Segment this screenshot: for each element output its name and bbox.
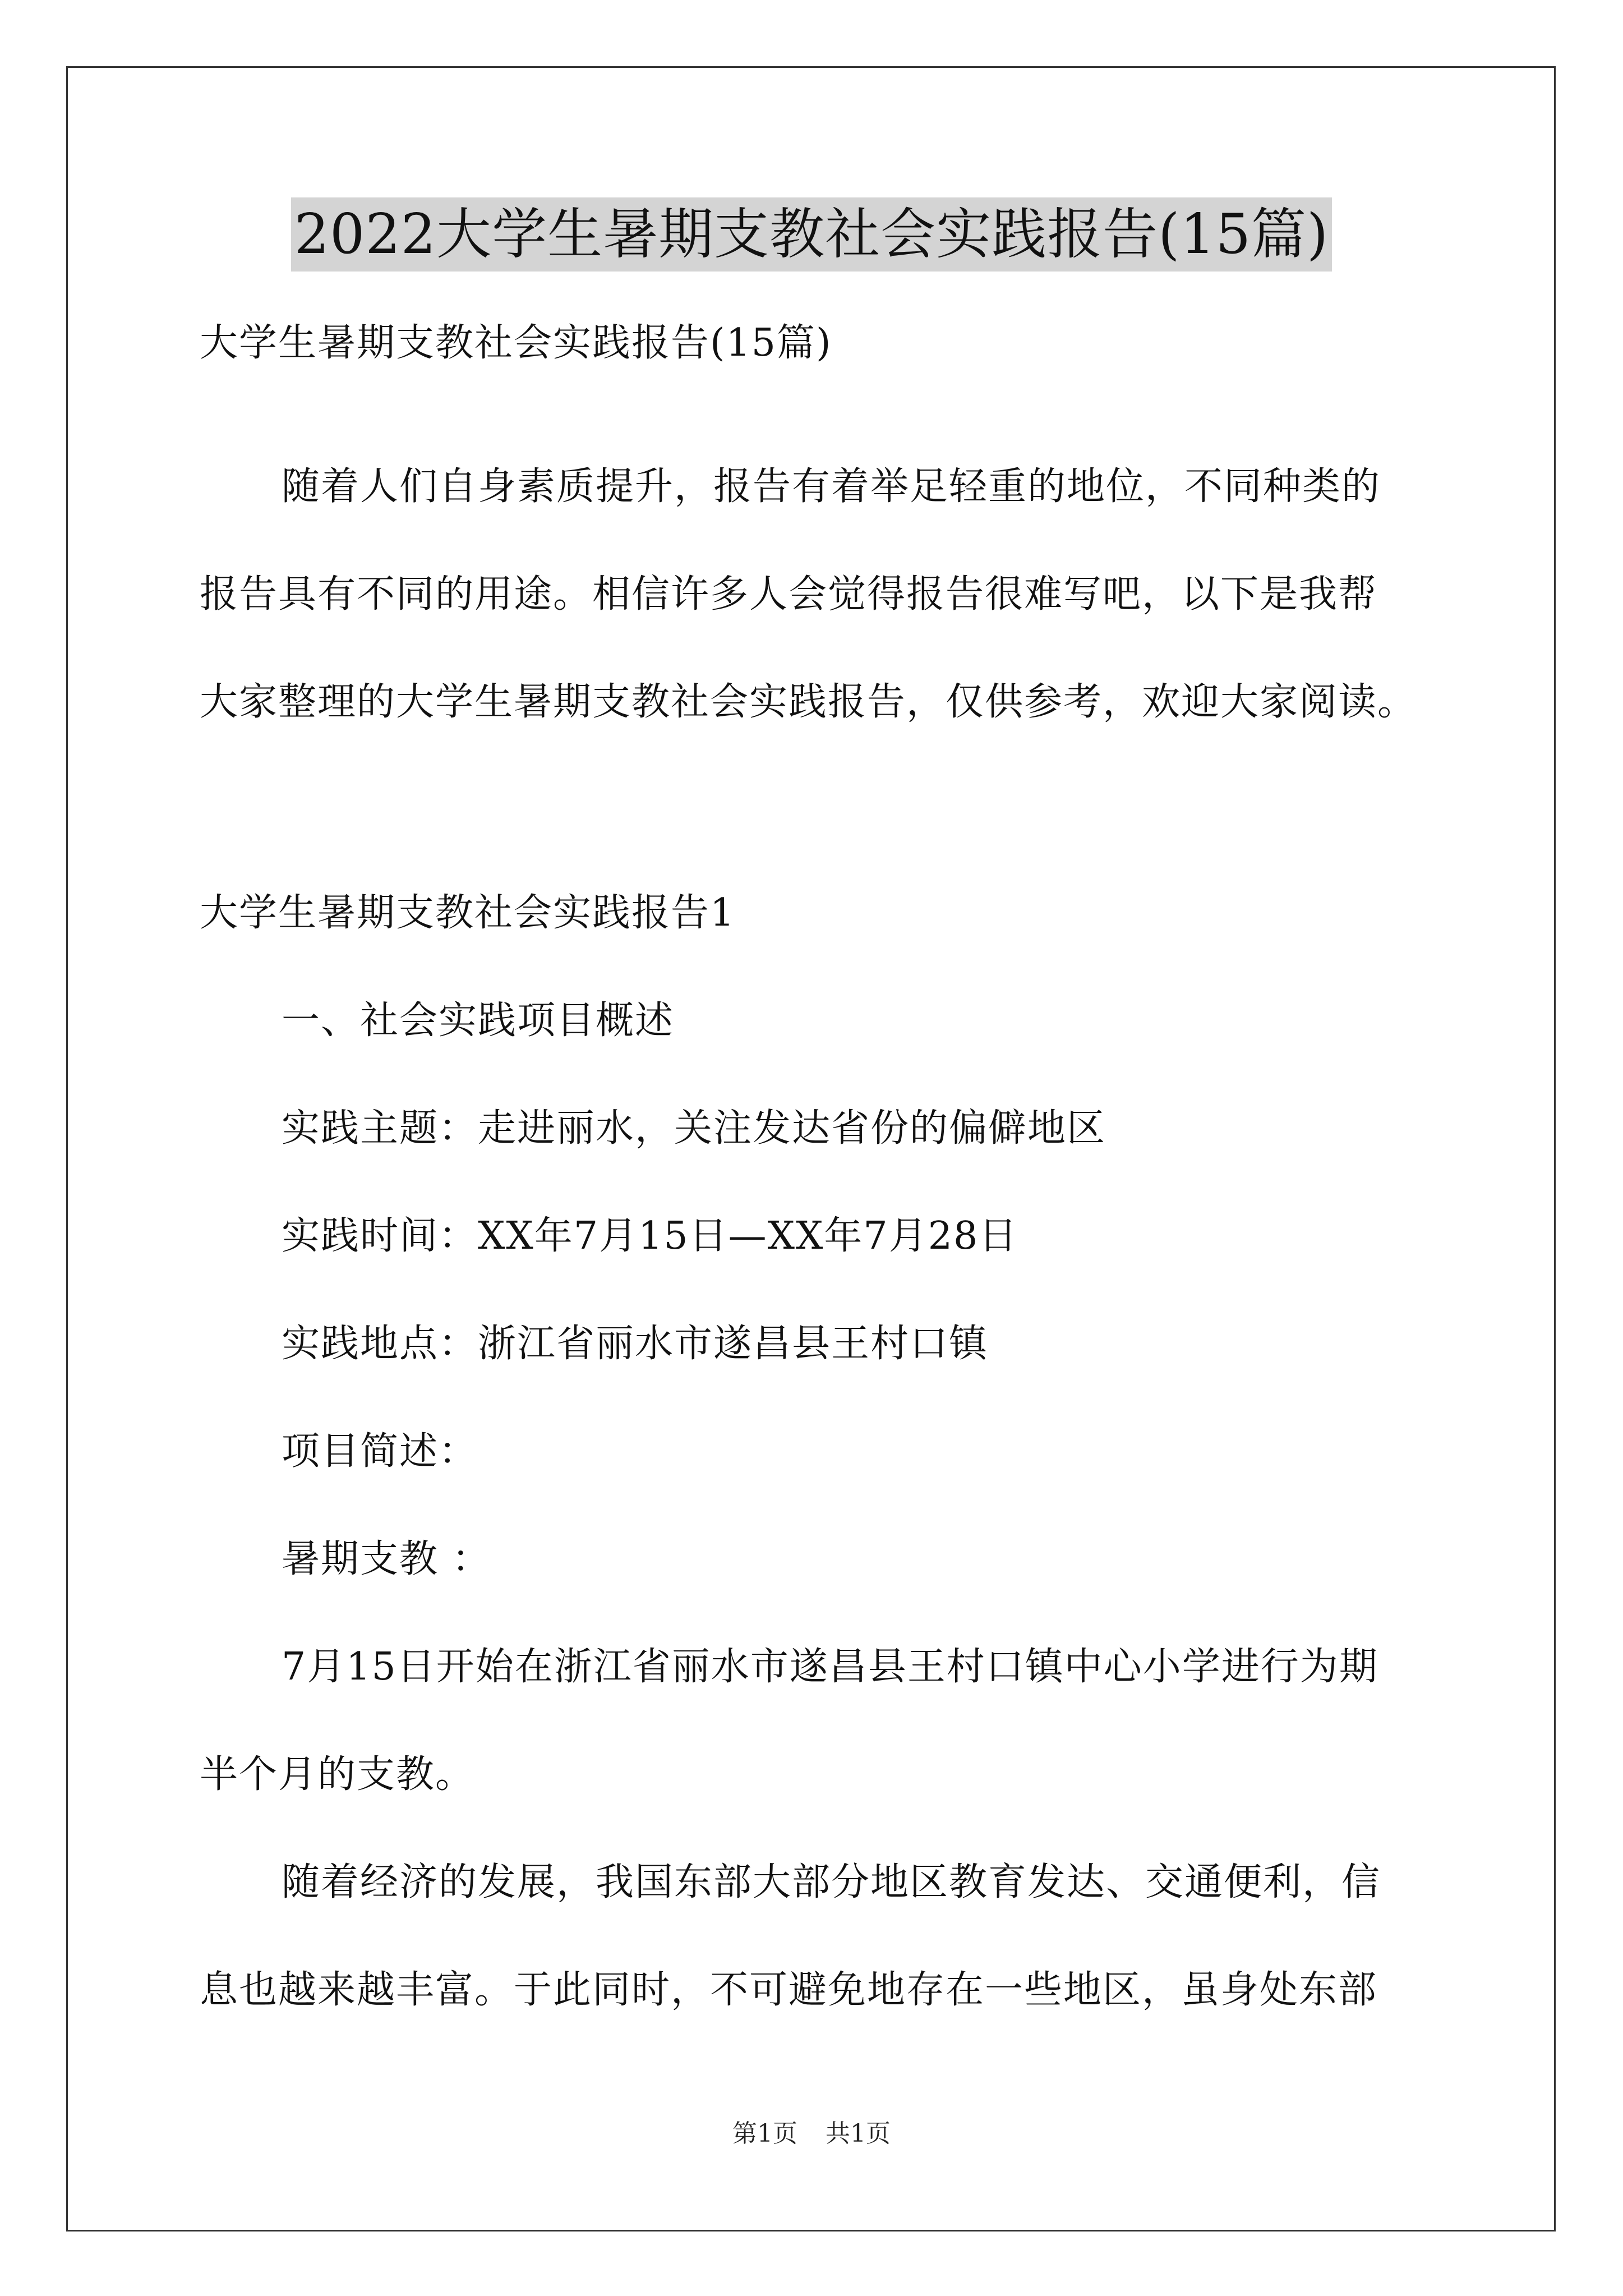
paragraph-line: 大家整理的大学生暑期支教社会实践报告，仅供参考，欢迎大家阅读。 bbox=[200, 680, 1417, 724]
page-number-total: 共1页 bbox=[826, 2119, 891, 2148]
project-summary-label: 项目简述： bbox=[282, 1429, 478, 1474]
paragraph-line: 随着人们自身素质提升，报告有着举足轻重的地位，不同种类的 bbox=[282, 464, 1381, 509]
paragraph-line: 报告具有不同的用途。相信许多人会觉得报告很难写吧，以下是我帮 bbox=[200, 572, 1378, 616]
paragraph-line: 7月15日开始在浙江省丽水市遂昌县王村口镇中心小学进行为期 bbox=[282, 1645, 1378, 1689]
document-title: 2022大学生暑期支教社会实践报告(15篇) bbox=[291, 197, 1332, 272]
page-footer bbox=[0, 2118, 1623, 2150]
summer-teaching-label: 暑期支教 ： bbox=[282, 1537, 491, 1581]
practice-time-line: 实践时间：XX年7月15日—XX年7月28日 bbox=[282, 1214, 1018, 1258]
paragraph-line: 随着经济的发展，我国东部大部分地区教育发达、交通便利，信 bbox=[282, 1860, 1381, 1904]
section-heading: 大学生暑期支教社会实践报告1 bbox=[200, 891, 736, 935]
subtitle-line: 大学生暑期支教社会实践报告(15篇) bbox=[200, 321, 832, 365]
title-container bbox=[0, 197, 1623, 272]
paragraph-line: 息也越来越丰富。于此同时，不可避免地存在一些地区，虽身处东部 bbox=[200, 1968, 1378, 2012]
practice-theme-line: 实践主题：走进丽水，关注发达省份的偏僻地区 bbox=[282, 1106, 1106, 1151]
practice-location-line: 实践地点：浙江省丽水市遂昌县王村口镇 bbox=[282, 1322, 989, 1366]
subsection-heading: 一、社会实践项目概述 bbox=[282, 999, 675, 1043]
paragraph-line: 半个月的支教。 bbox=[200, 1752, 475, 1797]
page-number-current: 第1页 bbox=[732, 2119, 797, 2148]
